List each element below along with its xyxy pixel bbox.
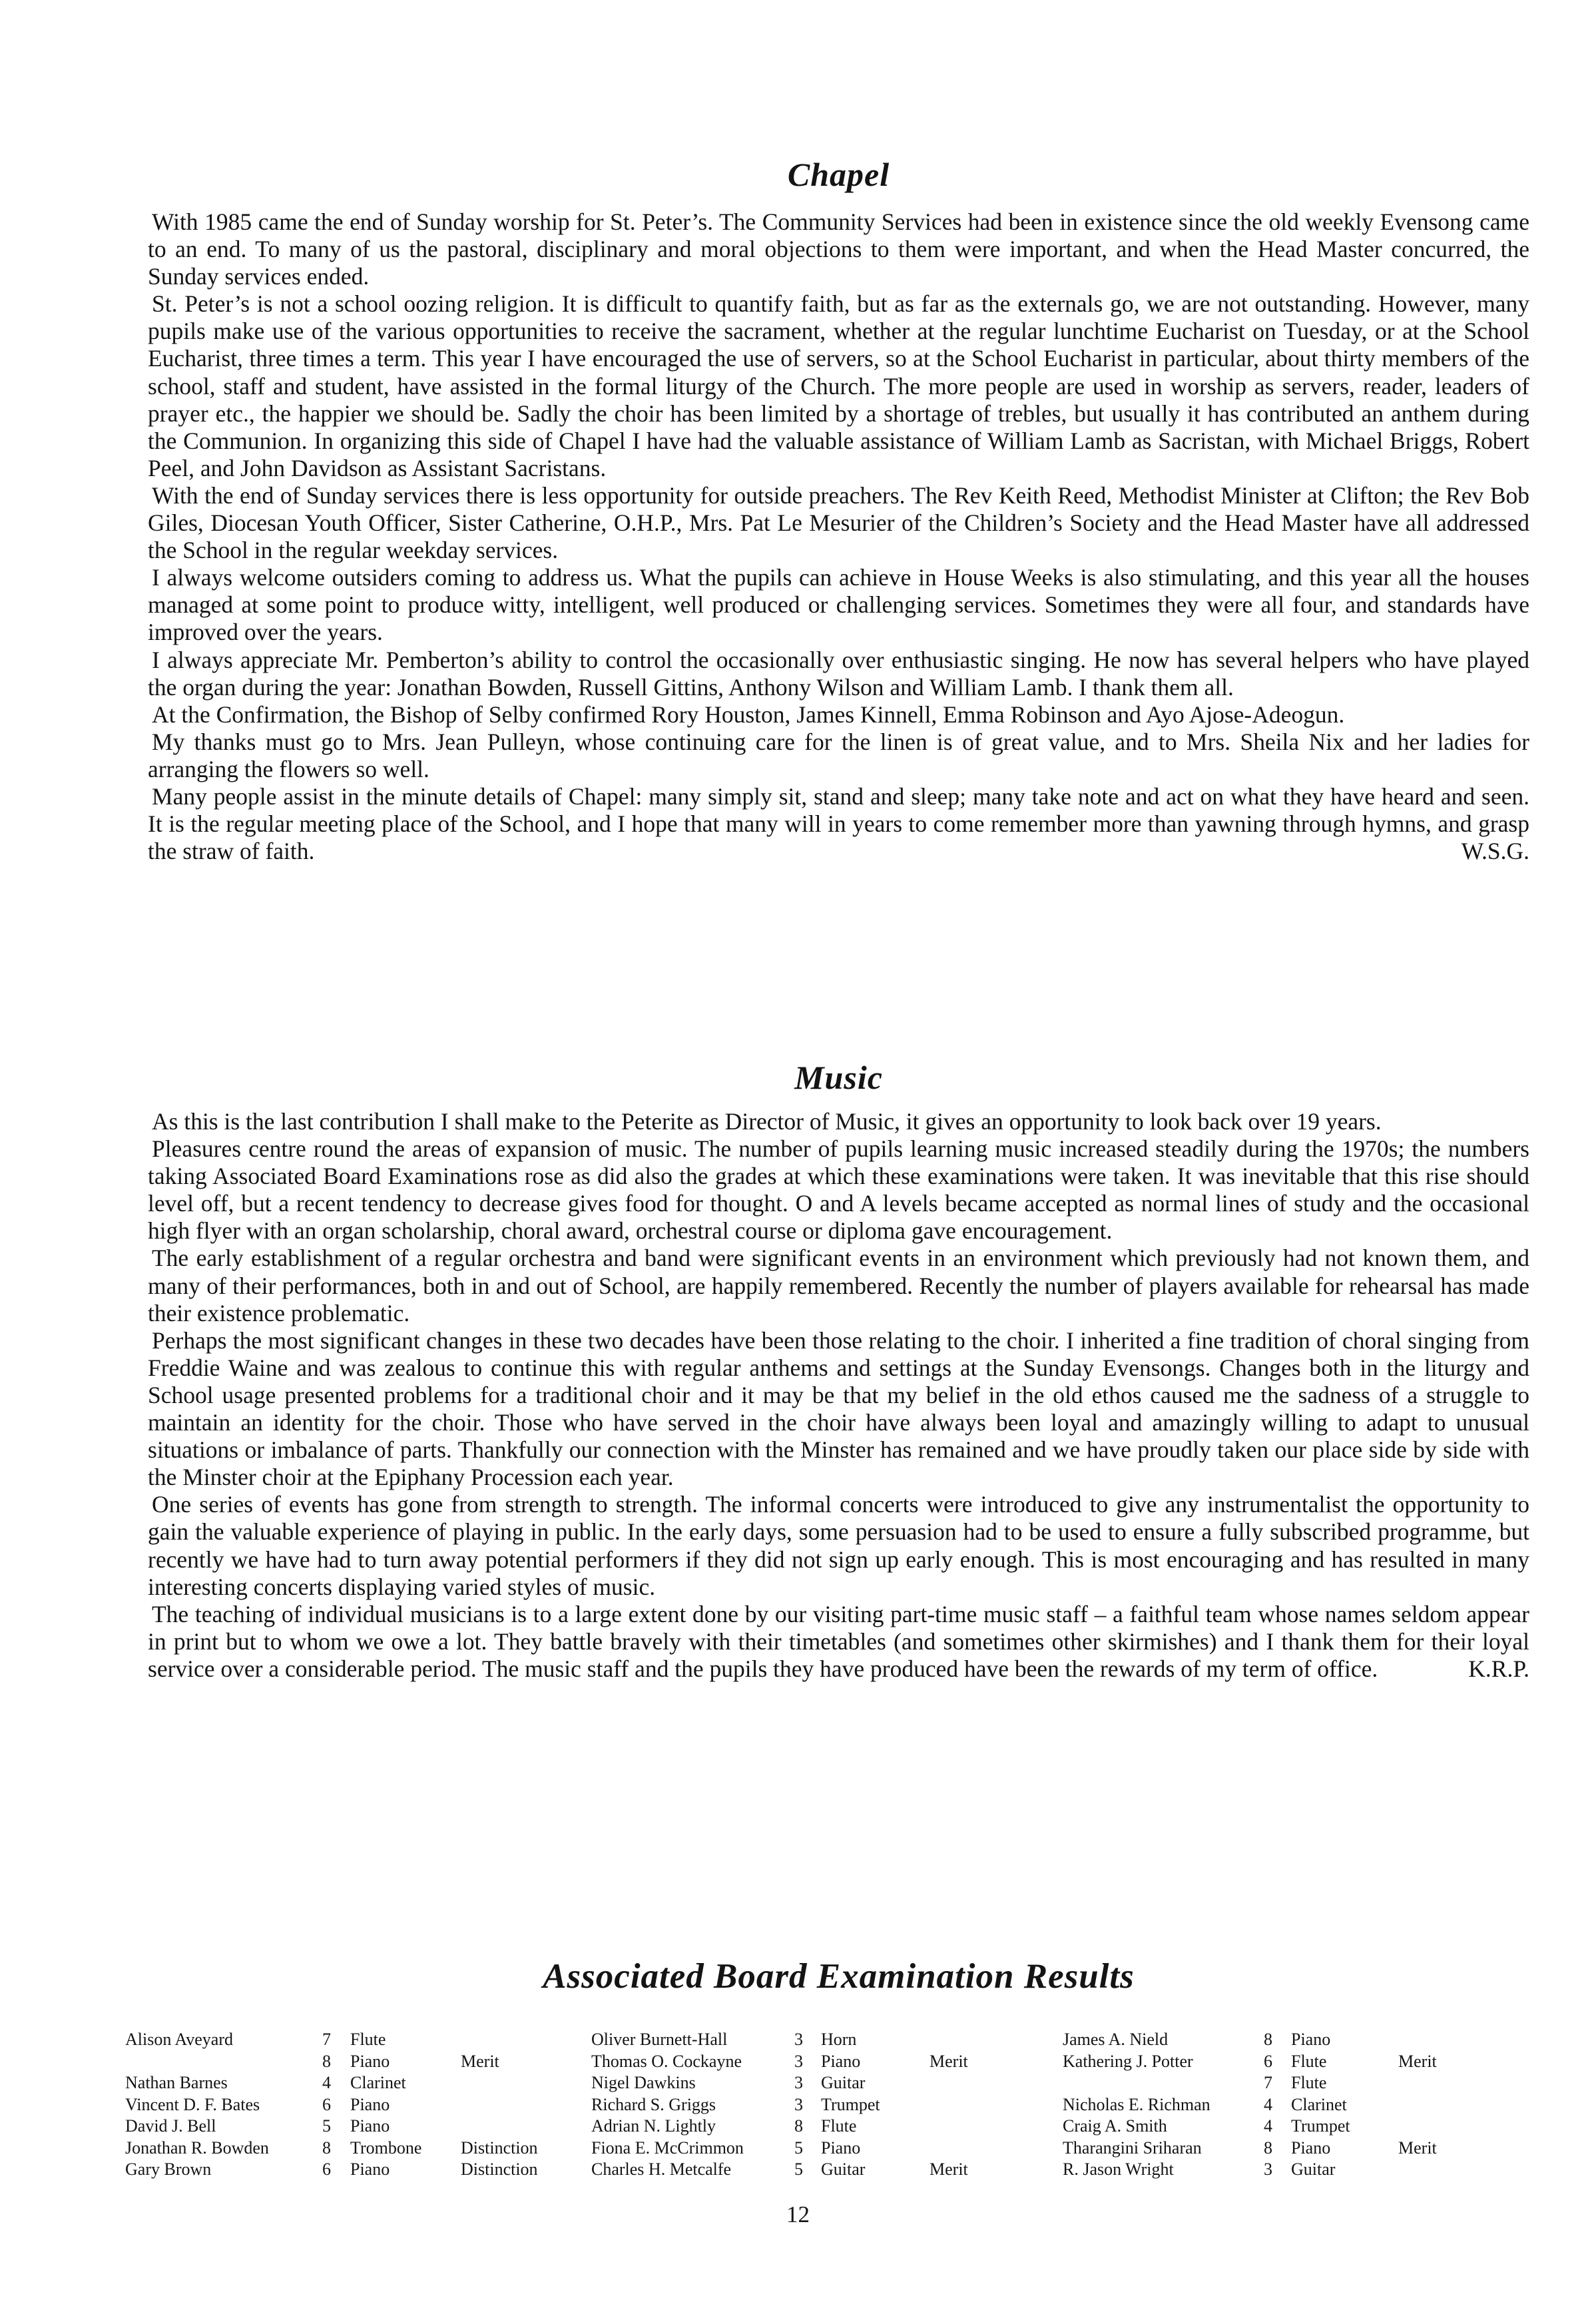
music-paragraph: The early establishment of a regular orchestra and band were significant events in an environment which previously had not known them, and many of their performances, both in and out of School, are happily remembered. Recently the number of players available for rehearsal has made their existence problematic.	[148, 1245, 1529, 1326]
chapel-paragraph-text: Many people assist in the minute details of Chapel: many simply sit, stand and sleep; many take note and act on what they have heard and seen. It is the regular meeting place of the School, and I hope that many will in years to come remember more than yawning through hymns, and grasp the straw of faith.	[148, 782, 1529, 865]
results-row	[591, 2072, 1017, 2094]
results-row	[1063, 2159, 1489, 2181]
results-row	[1063, 2094, 1489, 2116]
grade-number: 8	[322, 2051, 331, 2071]
music-paragraph: One series of events has gone from strength to strength. The informal concerts were introduced to give any instrumentalist the opportunity to gain the valuable experience of playing in public. In the early days, some persuasion had to be used to ensure a fully subscribed programme, but recently we have had to turn away potential performers if they did not sign up early enough. This is most encouraging and has resulted in many interesting concerts displaying varied styles of music.	[148, 1491, 1529, 1600]
instrument: Piano	[350, 2160, 390, 2179]
chapel-paragraph: With 1985 came the end of Sunday worship for St. Peter’s. The Community Services had been in existence since the old weekly Evensong came to an end. To many of us the pastoral, disciplinary and moral objections to them were important, and when the Head Master concurred, the Sunday services ended.	[148, 208, 1529, 290]
instrument: Piano	[350, 2094, 390, 2114]
results-row	[1063, 2072, 1489, 2094]
instrument: Flute	[350, 2030, 386, 2049]
chapel-paragraph-last	[148, 783, 1529, 865]
results-row	[125, 2051, 578, 2073]
instrument: Trumpet	[1291, 2116, 1350, 2136]
grade-number: 6	[322, 2094, 331, 2114]
result-award: Distinction	[461, 2138, 538, 2158]
music-body	[148, 1108, 1529, 1683]
student-name: Kathering J. Potter	[1063, 2051, 1193, 2071]
chapel-paragraph: My thanks must go to Mrs. Jean Pulleyn, whose continuing care for the linen is of great value, and to Mrs. Sheila Nix and her ladies for arranging the flowers so well.	[148, 728, 1529, 782]
instrument: Trombone	[350, 2138, 422, 2158]
grade-number: 4	[322, 2073, 331, 2092]
instrument: Trumpet	[821, 2094, 880, 2114]
result-award: Merit	[461, 2051, 499, 2071]
results-row	[1063, 2029, 1489, 2051]
student-name: Nicholas E. Richman	[1063, 2094, 1210, 2114]
grade-number: 5	[322, 2116, 331, 2136]
result-award: Distinction	[461, 2160, 538, 2179]
music-paragraph: As this is the last contribution I shall make to the Peterite as Director of Music, it gives an opportunity to look back over 19 years.	[152, 1108, 1382, 1135]
results-row	[125, 2029, 578, 2051]
chapel-paragraph: At the Confirmation, the Bishop of Selby confirmed Rory Houston, James Kinnell, Emma Robinson and Ayo Ajose-Adeogun.	[152, 701, 1345, 728]
grade-number: 6	[322, 2160, 331, 2179]
results-column	[1063, 2029, 1489, 2181]
grade-number: 8	[1264, 2138, 1272, 2158]
results-heading: Associated Board Examination Results	[543, 1957, 1135, 1996]
results-column	[125, 2029, 578, 2181]
instrument: Horn	[821, 2030, 857, 2049]
results-row	[125, 2094, 578, 2116]
student-name: Jonathan R. Bowden	[125, 2138, 269, 2158]
chapel-paragraph: With the end of Sunday services there is less opportunity for outside preachers. The Rev Keith Reed, Methodist Minister at Clifton; the Rev Bob Giles, Diocesan Youth Officer, Sister Catherine, O.H.P., Mrs. Pat Le Mesurier of the Children’s Society and the Head Master have all addressed the School in the regular weekday services.	[148, 481, 1529, 564]
instrument: Piano	[350, 2051, 390, 2071]
student-name: Fiona E. McCrimmon	[591, 2138, 744, 2158]
student-name: David J. Bell	[125, 2116, 216, 2136]
instrument: Guitar	[821, 2160, 866, 2179]
instrument: Flute	[821, 2116, 857, 2136]
grade-number: 4	[1264, 2116, 1272, 2136]
results-row	[591, 2116, 1017, 2138]
results-row	[1063, 2116, 1489, 2138]
results-row	[125, 2072, 578, 2094]
grade-number: 7	[1264, 2073, 1272, 2092]
chapel-body	[148, 208, 1529, 865]
instrument: Clarinet	[1291, 2094, 1347, 2114]
instrument: Clarinet	[350, 2073, 406, 2092]
student-name: Adrian N. Lightly	[591, 2116, 716, 2136]
results-row	[125, 2138, 578, 2160]
student-name: Charles H. Metcalfe	[591, 2160, 732, 2179]
music-paragraph: Pleasures centre round the areas of expansion of music. The number of pupils learning music increased steadily during the 1970s; the numbers taking Associated Board Examinations rose as did also the grades at which these examinations were taken. It was inevitable that this rise should level off, but a recent tendency to decrease gives food for thought. O and A levels became accepted as normal lines of study and the occasional high flyer with an organ scholarship, choral award, orchestral course or diploma gave encouragement.	[148, 1135, 1529, 1245]
grade-number: 8	[1264, 2030, 1272, 2049]
student-name: Tharangini Sriharan	[1063, 2138, 1202, 2158]
student-name: Oliver Burnett-Hall	[591, 2030, 728, 2049]
grade-number: 5	[794, 2138, 803, 2158]
results-row	[591, 2094, 1017, 2116]
results-row	[591, 2159, 1017, 2181]
grade-number: 3	[794, 2030, 803, 2049]
result-award: Merit	[930, 2051, 968, 2071]
student-name: R. Jason Wright	[1063, 2160, 1174, 2179]
instrument: Piano	[1291, 2138, 1331, 2158]
student-name: Richard S. Griggs	[591, 2094, 716, 2114]
result-award: Merit	[1398, 2138, 1437, 2158]
result-award: Merit	[930, 2160, 968, 2179]
chapel-heading: Chapel	[787, 156, 890, 193]
student-name: Vincent D. F. Bates	[125, 2094, 260, 2114]
instrument: Flute	[1291, 2051, 1327, 2071]
results-row	[125, 2159, 578, 2181]
music-paragraph: Perhaps the most significant changes in these two decades have been those relating to the choir. I inherited a fine tradition of choral singing from Freddie Waine and was zealous to continue this with regular anthems and settings at the Sunday Evensongs. Changes both in the liturgy and School usage presented problems for a traditional choir and it may be that my belief in the old ethos caused me the sadness of a struggle to maintain an identity for the choir. Those who have served in the choir have always been loyal and amazingly willing to adapt to unusual situations or imbalance of parts. Thankfully our connection with the Minster has remained and we have proudly taken our place side by side with the Minster choir at the Epiphany Procession each year.	[148, 1326, 1529, 1491]
instrument: Piano	[350, 2116, 390, 2136]
results-row	[1063, 2138, 1489, 2160]
student-name: Alison Aveyard	[125, 2030, 233, 2049]
instrument: Guitar	[1291, 2160, 1336, 2179]
results-column	[591, 2029, 1017, 2181]
results-row	[1063, 2051, 1489, 2073]
chapel-paragraph: I always appreciate Mr. Pemberton’s ability to control the occasionally over enthusiastic singing. He now has several helpers who have played the organ during the year: Jonathan Bowden, Russell Gittins, Anthony Wilson and William Lamb. I thank them all.	[148, 646, 1529, 701]
student-name: Thomas O. Cockayne	[591, 2051, 742, 2071]
instrument: Flute	[1291, 2073, 1327, 2092]
music-paragraph-text: The teaching of individual musicians is to a large extent done by our visiting part-time music staff – a faithful team whose names seldom appear in print but to whom we owe a lot. They battle bravely with their timetables (and sometimes other skirmishes) and I thank them for their loyal service over a considerable period. The music staff and the pupils they have produced have been the rewards of my term of office.	[148, 1600, 1529, 1682]
grade-number: 8	[322, 2138, 331, 2158]
instrument: Piano	[821, 2051, 861, 2071]
grade-number: 3	[1264, 2160, 1272, 2179]
chapel-paragraph: St. Peter’s is not a school oozing religion. It is difficult to quantify faith, but as far as the externals go, we are not outstanding. However, many pupils make use of the various opportunities to receive the sacrament, whether at the regular lunchtime Eucharist on Tuesday, or at the School Eucharist, three times a term. This year I have encouraged the use of servers, so at the School Eucharist in particular, about thirty members of the school, staff and student, have assisted in the formal liturgy of the Church. The more people are used in worship as servers, reader, leaders of prayer etc., the happier we should be. Sadly the choir has been limited by a shortage of trebles, but usually it has contributed an anthem during the Communion. In organizing this side of Chapel I have had the valuable assistance of William Lamb as Sacristan, with Michael Briggs, Robert Peel, and John Davidson as Assistant Sacristans.	[148, 290, 1529, 481]
page-number: 12	[786, 2201, 810, 2227]
music-heading: Music	[794, 1059, 883, 1096]
grade-number: 8	[794, 2116, 803, 2136]
instrument: Piano	[1291, 2030, 1331, 2049]
student-name: Gary Brown	[125, 2160, 212, 2179]
grade-number: 5	[794, 2160, 803, 2179]
grade-number: 6	[1264, 2051, 1272, 2071]
results-row	[591, 2138, 1017, 2160]
results-row	[591, 2029, 1017, 2051]
results-row	[591, 2051, 1017, 2073]
grade-number: 3	[794, 2051, 803, 2071]
music-signature: K.R.P.	[1468, 1655, 1529, 1682]
student-name: Nigel Dawkins	[591, 2073, 696, 2092]
grade-number: 7	[322, 2030, 331, 2049]
chapel-paragraph: I always welcome outsiders coming to address us. What the pupils can achieve in House Weeks is also stimulating, and this year all the houses managed at some point to produce witty, intelligent, well produced or challenging services. Sometimes they were all four, and standards have improved over the years.	[148, 564, 1529, 646]
result-award: Merit	[1398, 2051, 1437, 2071]
grade-number: 3	[794, 2073, 803, 2092]
instrument: Guitar	[821, 2073, 866, 2092]
music-paragraph-last	[148, 1601, 1529, 1683]
grade-number: 3	[794, 2094, 803, 2114]
student-name: Nathan Barnes	[125, 2073, 228, 2092]
student-name: James A. Nield	[1063, 2030, 1169, 2049]
instrument: Piano	[821, 2138, 861, 2158]
chapel-signature: W.S.G.	[1461, 838, 1529, 865]
grade-number: 4	[1264, 2094, 1272, 2114]
student-name: Craig A. Smith	[1063, 2116, 1167, 2136]
results-row	[125, 2116, 578, 2138]
